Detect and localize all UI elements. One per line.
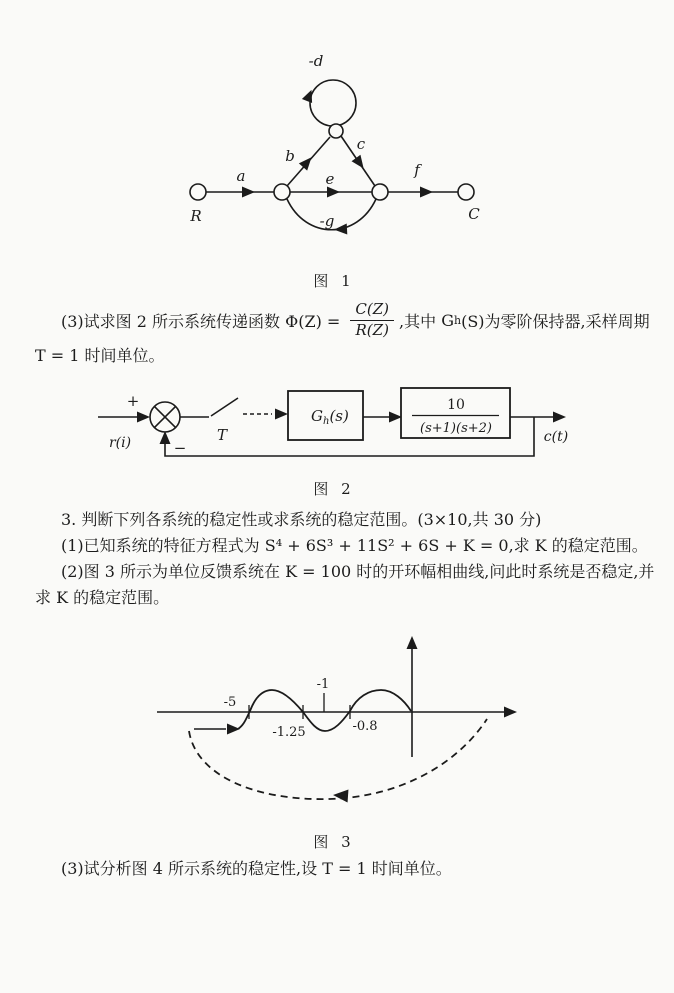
- input-signal-label: r(i): [108, 435, 132, 451]
- gain-b-label: b: [285, 147, 295, 165]
- plant-numerator: 10: [447, 397, 465, 413]
- fraction-denominator: R(Z): [355, 320, 389, 339]
- sampler-switch: [211, 398, 238, 416]
- question-2-3: [35, 297, 651, 369]
- fraction-numerator: C(Z): [350, 301, 394, 320]
- node-top: [329, 124, 343, 138]
- real-axis-arrow-icon: [504, 707, 517, 718]
- label-minus1: -1: [316, 677, 330, 692]
- input-arrow-icon: [137, 412, 150, 423]
- fig3-caption: 图 3: [313, 833, 355, 851]
- q23-text-mid: ,其中: [399, 311, 442, 331]
- zoh-block-label: $G_h(s)$: [311, 407, 349, 427]
- transfer-function-fraction: [350, 301, 394, 339]
- question-2-3-line1: [35, 297, 651, 343]
- fig3-nyquist-plot: [150, 630, 530, 810]
- sampler-arrow-icon: [275, 409, 288, 420]
- gain-c-label: c: [356, 135, 366, 153]
- gain-f-label: f: [414, 161, 420, 179]
- fig1-signal-flow-graph: [130, 40, 520, 300]
- feedback-arrow-icon: [160, 431, 171, 444]
- node-C-label: C: [468, 205, 480, 223]
- plant-denominator: (s+1)(s+2): [420, 421, 492, 436]
- fig2-caption: 图 2: [313, 480, 355, 498]
- edge-a-arrow-icon: [242, 187, 255, 198]
- minus-sign: −: [173, 439, 187, 457]
- label-minus0-8: -0.8: [352, 719, 378, 734]
- gain-e-label: e: [325, 170, 335, 188]
- question-3-3: [35, 856, 651, 882]
- sampler-period-label: T: [216, 426, 228, 444]
- label-minus1-25: -1.25: [272, 725, 306, 740]
- edge-f-arrow-icon: [420, 187, 433, 198]
- q3-header: 3. 判断下列各系统的稳定性或求系统的稳定范围。(3×10,共 30 分): [61, 510, 542, 529]
- self-loop-circle: [310, 80, 356, 126]
- plus-sign: +: [126, 392, 140, 410]
- question-3: [35, 507, 655, 611]
- node-1: [274, 184, 290, 200]
- gain-a-label: a: [236, 167, 246, 185]
- q23-text-post: (S)为零阶保持器,采样周期: [461, 311, 650, 331]
- fig1-caption: 图 1: [313, 272, 355, 290]
- gain-g-label: -g: [319, 212, 335, 230]
- gh-base: G: [441, 310, 454, 330]
- node-R: [190, 184, 206, 200]
- edge-g-arrow-icon: [334, 224, 348, 236]
- node-2: [372, 184, 388, 200]
- output-arrow-icon: [553, 412, 566, 423]
- q23-text-pre: (3)试求图 2 所示系统传递函数 Φ(Z) =: [61, 311, 346, 331]
- q3-3-line: (3)试分析图 4 所示系统的稳定性,设 T = 1 时间单位。: [61, 859, 452, 878]
- node-C: [458, 184, 474, 200]
- edge-e-arrow-icon: [327, 187, 340, 198]
- gain-d-label: -d: [308, 52, 324, 70]
- question-2-3-line2: T = 1 时间单位。: [35, 346, 165, 365]
- gh-subscript: h: [453, 313, 462, 327]
- label-minus5: -5: [223, 695, 237, 710]
- output-signal-label: c(t): [543, 429, 569, 445]
- q3-item1: (1)已知系统的特征方程式为 S⁴ + 6S³ + 11S² + 6S + K = 0,求 K 的稳定范围。: [61, 536, 648, 555]
- fig2-block-diagram: [85, 380, 580, 485]
- q3-item2-line1: (2)图 3 所示为单位反馈系统在 K = 100 时的开环幅相曲线,问此时系统是否稳定,并: [61, 562, 655, 581]
- between-blocks-arrow-icon: [389, 412, 402, 423]
- closure-direction-arrow-icon: [333, 788, 349, 802]
- node-R-label: R: [190, 207, 202, 225]
- edge-c-arrow-icon: [352, 155, 369, 172]
- q3-item2-line2: 求 K 的稳定范围。: [35, 588, 170, 607]
- imaginary-axis-arrow-icon: [407, 636, 418, 649]
